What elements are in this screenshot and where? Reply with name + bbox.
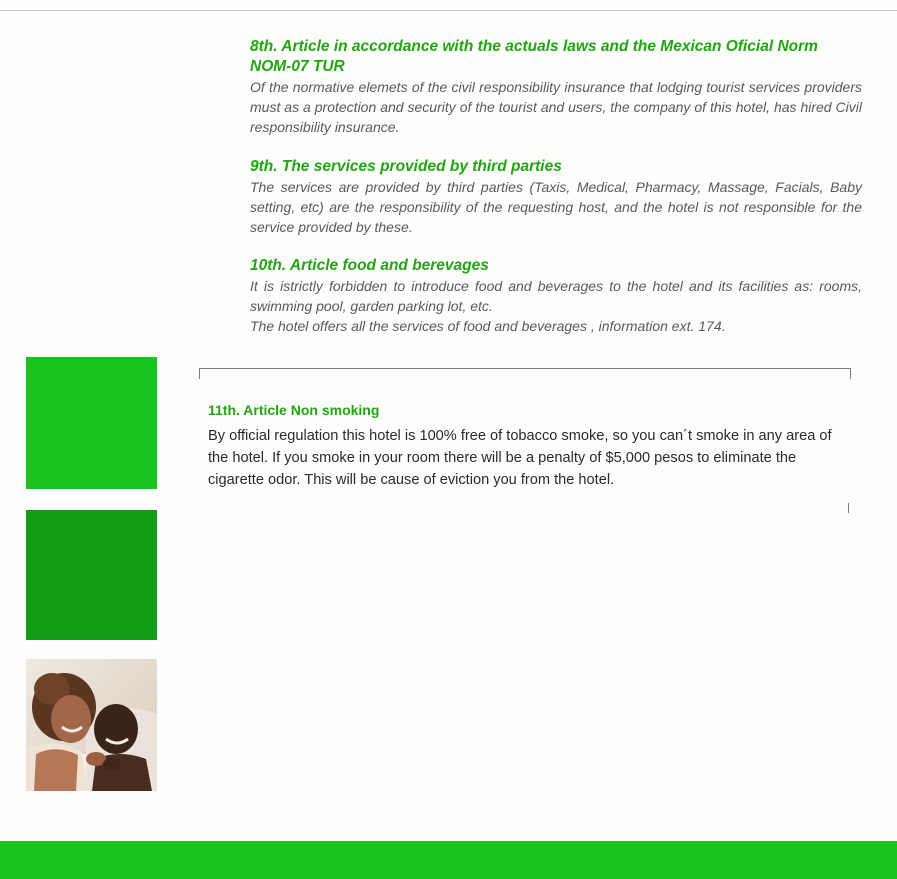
green-square-light (26, 357, 157, 489)
article-10 (250, 256, 862, 336)
non-smoking-notice (208, 400, 848, 491)
article-9-title: 9th. The services provided by third parties (250, 158, 562, 175)
green-square-dark (26, 510, 157, 640)
article-10-text-1: It is istrictly forbidden to introduce food and beverages to the hotel and its facilities as: rooms, swimming pool, garden parking lot, etc. (250, 278, 862, 314)
couple-illustration (26, 659, 157, 791)
article-10-text-2: The hotel offers all the services of food and beverages , information ext. 174. (250, 318, 726, 334)
notice-box-top-border (199, 368, 851, 369)
footer-green-bar (0, 841, 897, 879)
article-8-title: 8th. Article in accordance with the actuals laws and the Mexican Oficial Norm NOM-07 TUR (250, 38, 818, 75)
article-9-text: The services are provided by third parties (Taxis, Medical, Pharmacy, Massage, Facials, Baby setting, etc) are the responsibility of the requesting host, and the hotel is not responsible for the service provided by these. (250, 179, 862, 235)
notice-box-bottom-right-tick (848, 503, 849, 513)
non-smoking-title: 11th. Article Non smoking (208, 402, 380, 418)
notice-box-right-tick (850, 368, 851, 379)
article-8 (250, 37, 862, 137)
notice-box-left-tick (199, 368, 200, 379)
top-divider (0, 10, 897, 11)
smiling-couple-photo (26, 659, 157, 791)
article-10-title: 10th. Article food and berevages (250, 257, 489, 274)
non-smoking-body: By official regulation this hotel is 100% free of tobacco smoke, so you can´t smoke in any area of the hotel. If you smoke in your room there will be a penalty of $5,000 pesos to eliminate the cigarette odor. This will be cause of eviction you from the hotel. (208, 428, 832, 488)
article-9 (250, 157, 862, 237)
article-8-text: Of the normative elemets of the civil responsibility insurance that lodging tourist services providers must as a protection and security of the tourist and users, the company of this hotel, has hired Civil responsibility insurance. (250, 79, 862, 135)
